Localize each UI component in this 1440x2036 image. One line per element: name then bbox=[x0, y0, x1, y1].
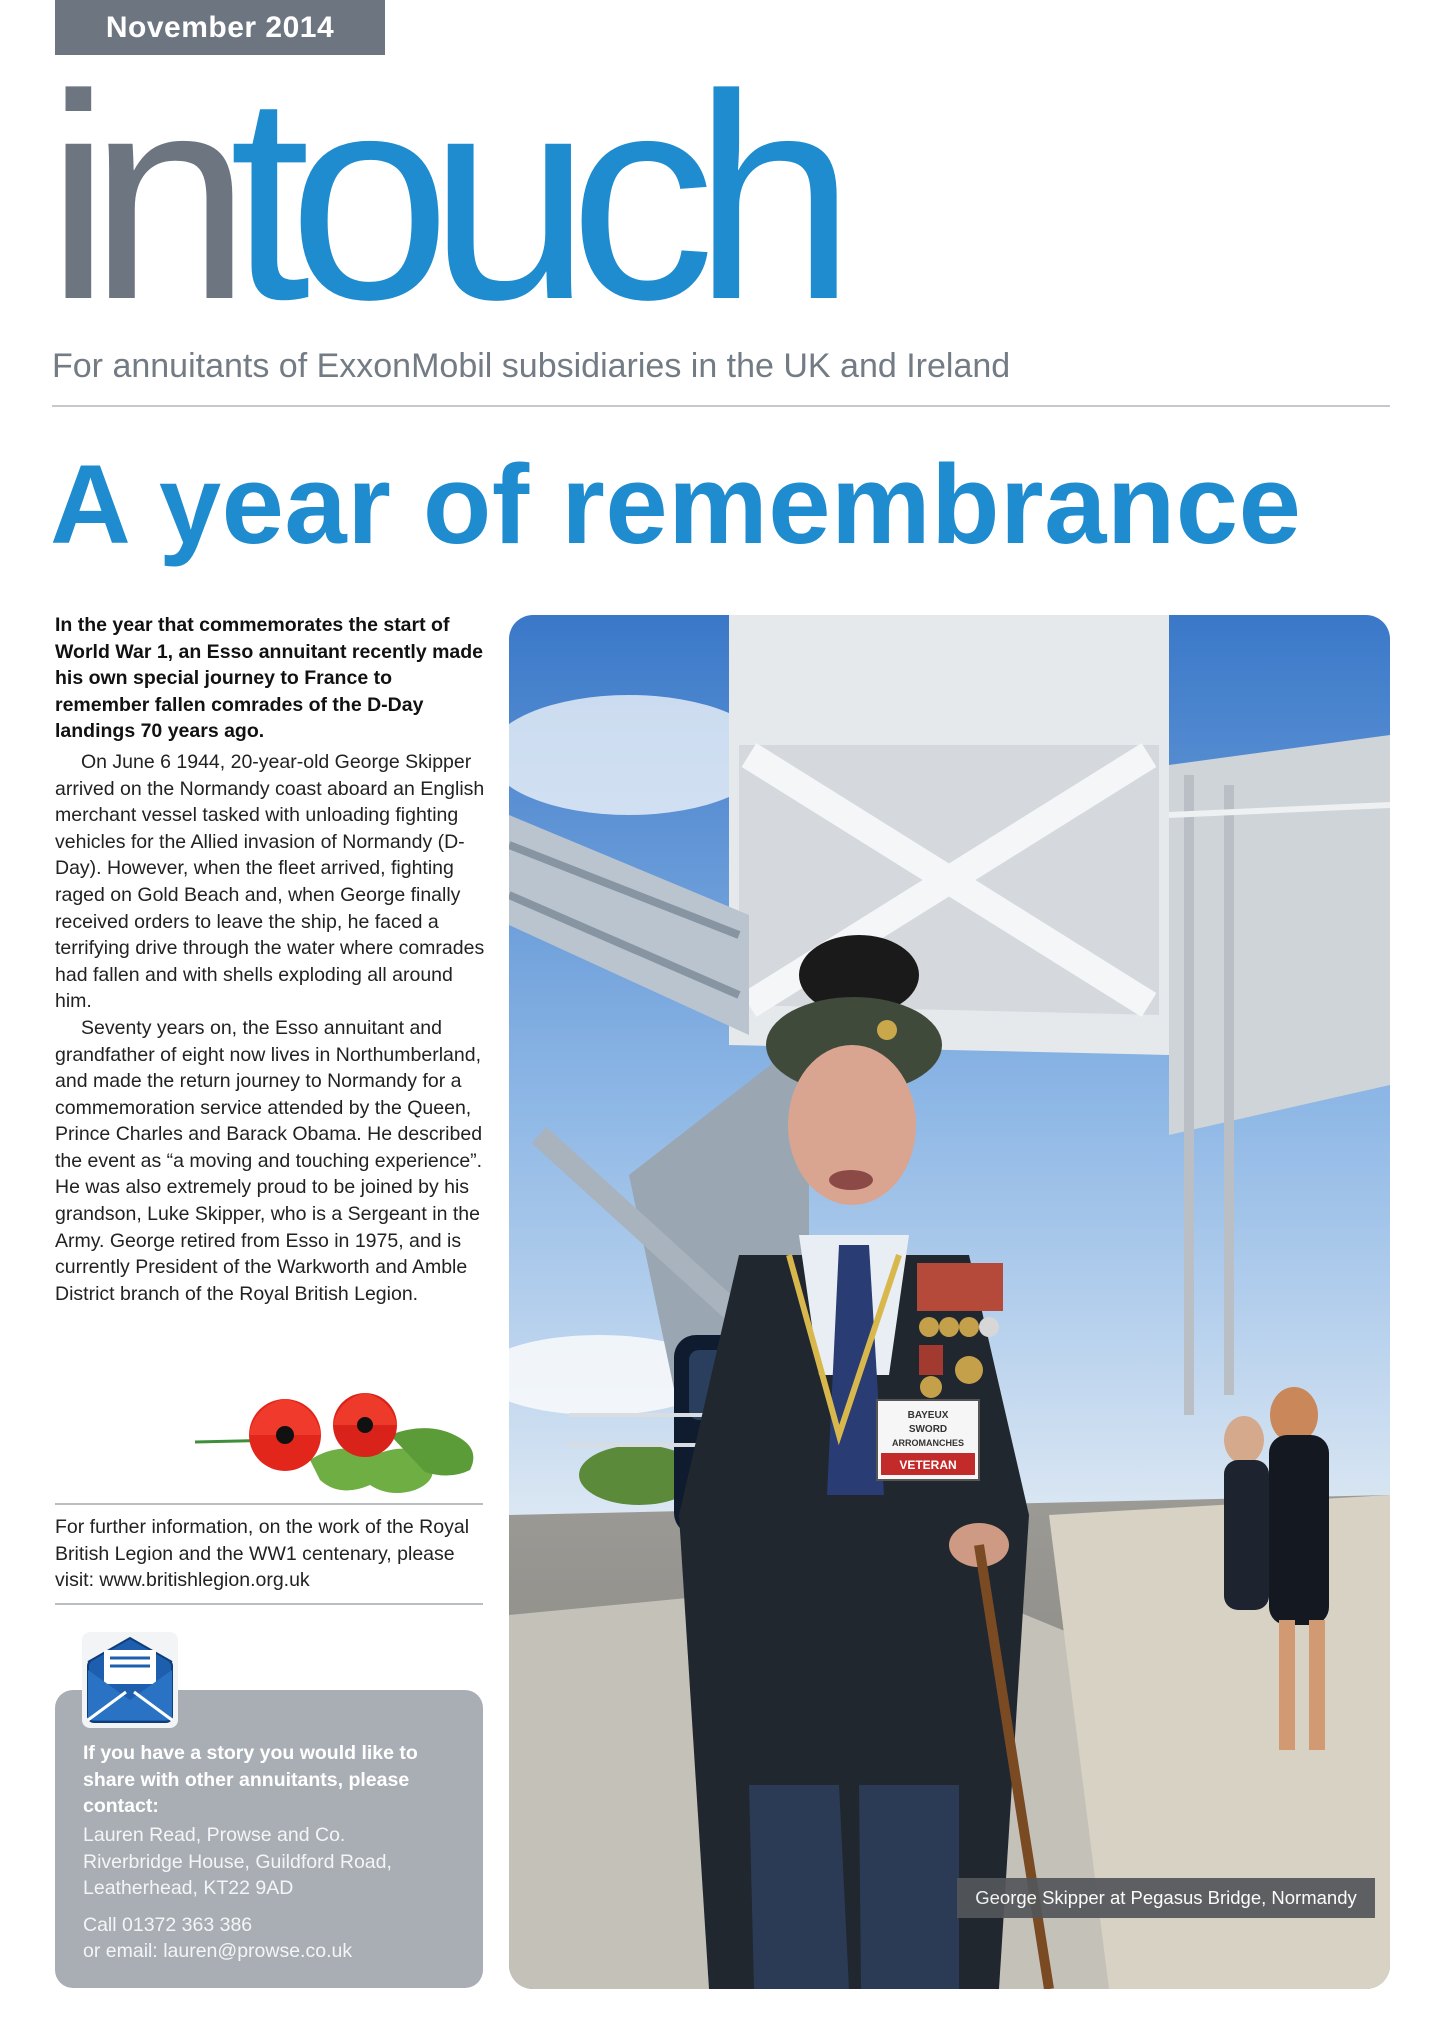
badge-line-3: ARROMANCHES bbox=[892, 1438, 964, 1448]
contact-name: Lauren Read, Prowse and Co. bbox=[83, 1824, 346, 1846]
issue-date-tab: November 2014 bbox=[55, 0, 385, 55]
masthead-logo bbox=[46, 34, 834, 360]
tagline: For annuitants of ExxonMobil subsidiaries in the UK and Ireland bbox=[52, 347, 1011, 385]
further-info-divider-top bbox=[55, 1503, 483, 1505]
masthead-in: in bbox=[46, 34, 230, 360]
contact-address-line-1: Riverbridge House, Guildford Road, bbox=[83, 1850, 392, 1873]
article-paragraph-1: On June 6 1944, 20-year-old George Skipper arrived on the Normandy coast aboard an English merchant vessel tasked with unloading fighting vehicles for the Allied invasion of Normandy (D-Day). However, when the fleet arrived, fighting raged on Gold Beach and, when George finally received orders to leave the ship, he faced a terrifying drive through the water where comrades had fallen and with shells exploding all around him. bbox=[55, 750, 485, 1013]
badge-line-4: VETERAN bbox=[899, 1458, 957, 1472]
badge-line-2: SWORD bbox=[908, 1424, 948, 1435]
contact-address-line-2: Leatherhead, KT22 9AD bbox=[83, 1877, 294, 1900]
contact-phone: Call 01372 363 386 bbox=[83, 1913, 253, 1936]
further-info-divider-bottom bbox=[55, 1603, 483, 1605]
page-headline: A year of remembrance bbox=[50, 442, 1302, 567]
further-info-text: For further information, on the work of the Royal British Legion and the WW1 centenary, please visit: www.britishlegion.org.uk bbox=[55, 1516, 470, 1592]
photo-caption: George Skipper at Pegasus Bridge, Normandy bbox=[957, 1878, 1375, 1918]
article-column bbox=[55, 612, 485, 1307]
contact-details bbox=[83, 1822, 463, 1965]
contact-heading: If you have a story you would like to share with other annuitants, please contact: bbox=[83, 1742, 418, 1818]
contact-email: or email: lauren@prowse.co.uk bbox=[83, 1940, 353, 1963]
envelope-icon bbox=[80, 1630, 180, 1730]
article-paragraph-2: Seventy years on, the Esso annuitant and grandfather of eight now lives in Northumberland, and made the return journey to Normandy for a commemoration service attended by the Queen, Prince Charles and Barack Obama. He described the event as “a moving and touching experience”. bbox=[55, 1016, 483, 1172]
pegasus-bridge-scene bbox=[509, 615, 1390, 1989]
article-intro: In the year that commemorates the start of World War 1, an Esso annuitant recently made his own special journey to France to remember fallen comrades of the D-Day landings 70 years ago. bbox=[55, 614, 484, 743]
feature-photo bbox=[509, 615, 1390, 1989]
masthead-touch: touch bbox=[229, 34, 834, 360]
article-paragraph-3: He was also extremely proud to be joined by his grandson, Luke Skipper, who is a Sergeant in the Army. George retired from Esso in 1975, and is currently President of the Warkworth and Amble District branch of the Royal British Legion. bbox=[55, 1176, 480, 1305]
header-divider bbox=[52, 405, 1390, 407]
badge-line-1: BAYEUX bbox=[907, 1410, 949, 1421]
poppy-illustration bbox=[190, 1380, 490, 1500]
